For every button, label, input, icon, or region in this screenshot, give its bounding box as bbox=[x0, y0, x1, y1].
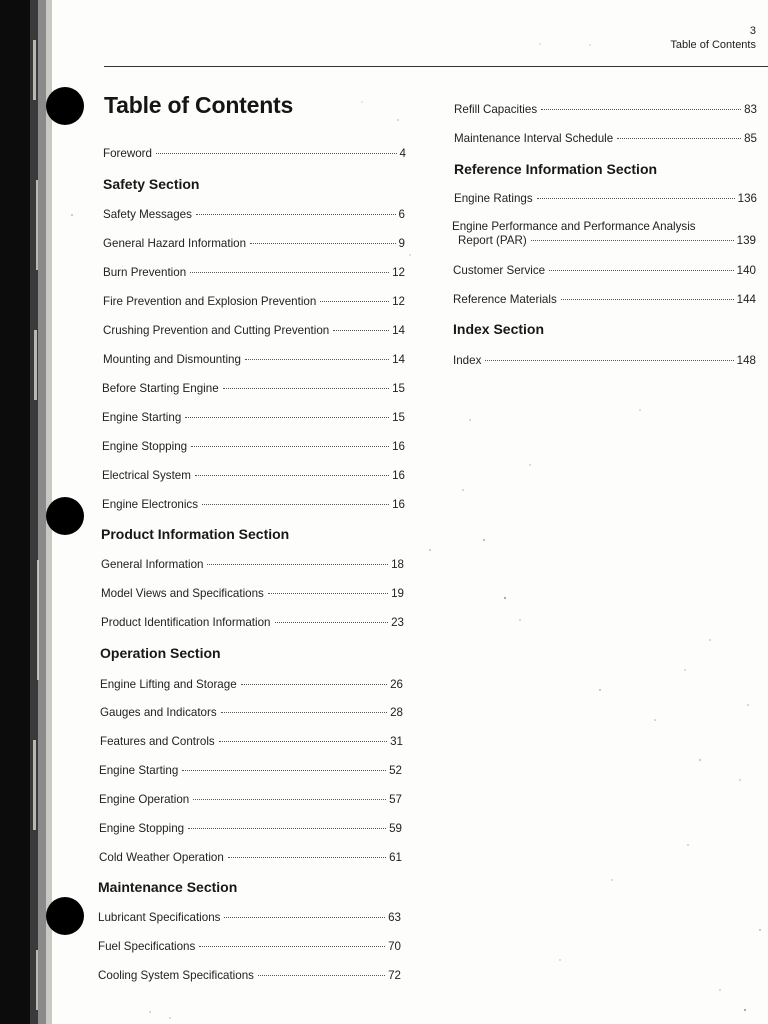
toc-page-number: 52 bbox=[389, 764, 402, 777]
toc-entry-label: Fuel Specifications bbox=[98, 940, 196, 953]
toc-entry-label: Safety Messages bbox=[103, 208, 192, 221]
toc-page-number: 26 bbox=[390, 678, 403, 691]
toc-page-number: 9 bbox=[398, 237, 405, 250]
toc-page-number: 59 bbox=[389, 822, 402, 835]
toc-entry-label: Engine Stopping bbox=[102, 440, 188, 453]
toc-page-number: 6 bbox=[398, 208, 405, 221]
toc-page-number: 12 bbox=[392, 266, 405, 279]
toc-page-number: 14 bbox=[392, 353, 405, 366]
toc-entry-label: Lubricant Specifications bbox=[98, 911, 221, 924]
toc-entry-label-line1: Engine Performance and Performance Analysis bbox=[452, 220, 696, 233]
toc-entry-label: Fire Prevention and Explosion Prevention bbox=[103, 295, 317, 308]
toc-entry-label: Index bbox=[453, 354, 482, 367]
toc-page-number: 83 bbox=[744, 103, 757, 116]
section-heading-safety: Safety Section bbox=[103, 176, 200, 192]
toc-entry-label: Crushing Prevention and Cutting Prevention bbox=[103, 324, 330, 337]
toc-page-number: 4 bbox=[399, 147, 406, 160]
toc-entry-label: Mounting and Dismounting bbox=[103, 353, 241, 366]
toc-entry-label: Engine Starting bbox=[99, 764, 179, 777]
toc-entry-label: Engine Stopping bbox=[99, 822, 185, 835]
toc-page-number: 140 bbox=[736, 264, 756, 277]
toc-page-number: 148 bbox=[736, 354, 756, 367]
toc-entry-label: Features and Controls bbox=[100, 735, 215, 748]
toc-entry-label: Engine Electronics bbox=[102, 498, 199, 511]
toc-page-number: 16 bbox=[392, 498, 405, 511]
toc-entry-label: Product Identification Information bbox=[101, 616, 271, 629]
section-heading-operation: Operation Section bbox=[100, 645, 221, 661]
toc-page-number: 57 bbox=[389, 793, 402, 806]
section-heading-reference: Reference Information Section bbox=[454, 161, 658, 177]
toc-entry-label: Reference Materials bbox=[453, 293, 557, 306]
toc-entry-label: Cold Weather Operation bbox=[99, 851, 224, 864]
toc-entry-label: Before Starting Engine bbox=[102, 382, 219, 395]
toc-entry-label-line2: Report (PAR) bbox=[458, 234, 527, 247]
toc-page-number: 136 bbox=[737, 192, 757, 205]
toc-page-number: 28 bbox=[390, 706, 403, 719]
toc-page-number: 63 bbox=[388, 911, 401, 924]
toc-entry-label: Customer Service bbox=[453, 264, 546, 277]
section-heading-maintenance: Maintenance Section bbox=[98, 879, 238, 895]
page-number: 3 bbox=[749, 25, 756, 37]
toc-entry-label: Refill Capacities bbox=[454, 103, 538, 116]
section-heading-product: Product Information Section bbox=[101, 526, 290, 542]
toc-page-number: 19 bbox=[391, 587, 404, 600]
toc-page-number: 14 bbox=[392, 324, 405, 337]
toc-page-number: 70 bbox=[388, 940, 401, 953]
toc-entry-label: Electrical System bbox=[102, 469, 191, 482]
toc-page-number: 72 bbox=[388, 969, 401, 982]
toc-page-number: 23 bbox=[391, 616, 404, 629]
toc-page-number: 18 bbox=[391, 558, 404, 571]
toc-entry-label: Cooling System Specifications bbox=[98, 969, 254, 982]
toc-page-number: 85 bbox=[744, 132, 757, 145]
toc-entry-label: Gauges and Indicators bbox=[100, 706, 217, 719]
section-heading-index: Index Section bbox=[453, 321, 545, 337]
toc-page-number: 15 bbox=[392, 411, 405, 424]
toc-page-number: 15 bbox=[392, 382, 405, 395]
running-head-title: Table of Contents bbox=[670, 39, 756, 51]
toc-entry-label: General Information bbox=[101, 558, 204, 571]
toc-entry-label: Burn Prevention bbox=[103, 266, 187, 279]
toc-page-number: 139 bbox=[736, 234, 756, 247]
toc-entry-label: General Hazard Information bbox=[103, 237, 247, 250]
toc-page-number: 61 bbox=[389, 851, 402, 864]
page-title: Table of Contents bbox=[104, 92, 294, 118]
toc-page-number: 12 bbox=[392, 295, 405, 308]
toc-page-number: 16 bbox=[392, 440, 405, 453]
toc-entry-label: Engine Lifting and Storage bbox=[100, 678, 237, 691]
toc-entry-label: Model Views and Specifications bbox=[101, 587, 264, 600]
toc-entry-label: Engine Operation bbox=[99, 793, 190, 806]
toc-page-number: 31 bbox=[390, 735, 403, 748]
toc-page-number: 16 bbox=[392, 469, 405, 482]
toc-page-number: 144 bbox=[736, 293, 756, 306]
toc-entry-label: Engine Ratings bbox=[454, 192, 533, 205]
toc-entry-label: Maintenance Interval Schedule bbox=[454, 132, 614, 145]
toc-entry-label: Foreword bbox=[103, 147, 152, 160]
toc-entry-label: Engine Starting bbox=[102, 411, 182, 424]
